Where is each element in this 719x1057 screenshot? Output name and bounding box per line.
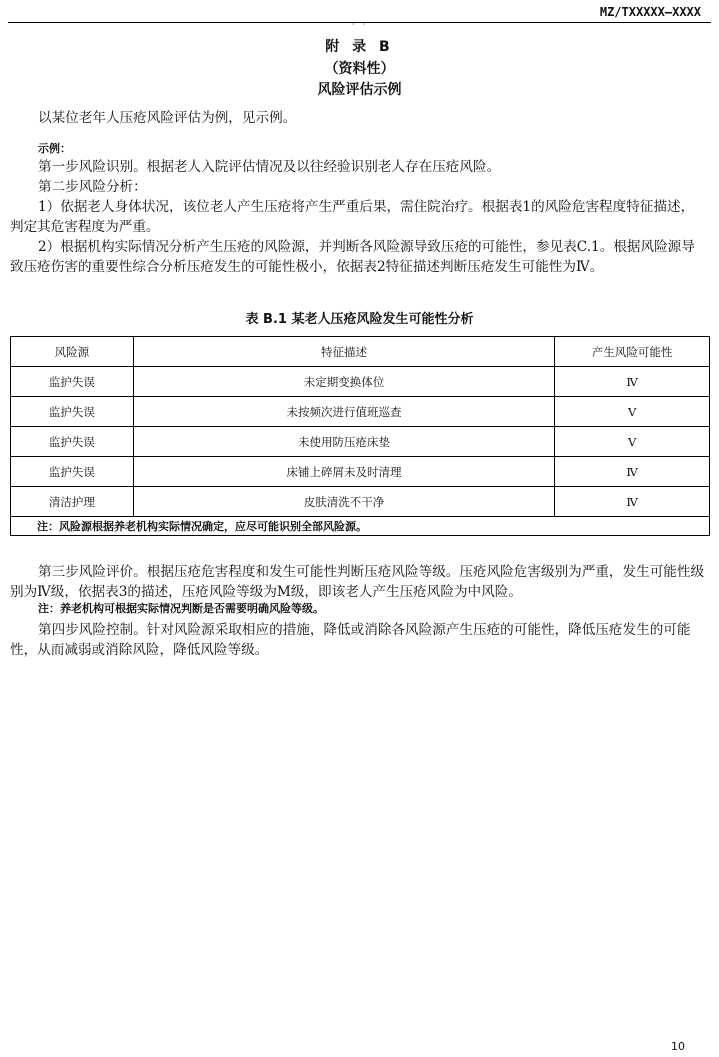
header-description: 特征描述	[133, 337, 554, 367]
example-label: 示例：	[38, 142, 71, 155]
risk-source-cell: 监护失误	[11, 367, 134, 397]
likelihood-cell: Ⅴ	[555, 397, 710, 427]
table-row	[11, 487, 710, 517]
document-code: MZ/TXXXXX—XXXX	[599, 5, 701, 19]
likelihood-cell: Ⅳ	[555, 367, 710, 397]
likelihood-cell: Ⅳ	[555, 487, 710, 517]
description-cell: 未按频次进行值班巡查	[133, 397, 554, 427]
description-cell: 床铺上碎屑未及时清理	[133, 457, 554, 487]
step2-paragraph: 第二步风险分析：	[38, 179, 147, 195]
likelihood-cell: Ⅴ	[555, 427, 710, 457]
step4-paragraph: 第四步风险控制。针对风险源采取相应的措施，降低或消除各风险源产生压疮的可能性，降低压疮发生的可能性，从而减弱或消除风险，降低风险等级。	[10, 622, 691, 658]
description-cell: 皮肤清洗不干净	[133, 487, 554, 517]
risk-likelihood-table	[10, 336, 710, 536]
header-likelihood: 产生风险可能性	[555, 337, 710, 367]
risk-source-cell: 监护失误	[11, 457, 134, 487]
step3-paragraph: 第三步风险评价。根据压疮危害程度和发生可能性判断压疮风险等级。压疮风险危害级别为严重，发生可能性级别为Ⅳ级，依据表3的描述，压疮风险等级为M级，即该老人产生压疮风险为中风险。	[10, 564, 705, 600]
table-row	[11, 397, 710, 427]
step1-paragraph: 第一步风险识别。根据老人入院评估情况及以往经验识别老人存在压疮风险。	[38, 159, 501, 175]
risk-source-cell: 清洁护理	[11, 487, 134, 517]
intro-paragraph: 以某位老年人压疮风险评估为例，见示例。	[38, 110, 297, 126]
step2-item1-paragraph: 1）依据老人身体状况，该位老人产生压疮将产生严重后果，需住院治疗。根据表1的风险危害程度特征描述，判定其危害程度为严重。	[10, 199, 695, 235]
appendix-label: 附 录 B	[325, 39, 394, 55]
header-risk-source: 风险源	[11, 337, 134, 367]
table-row	[11, 457, 710, 487]
risk-source-cell: 监护失误	[11, 397, 134, 427]
decorative-dots: ··	[352, 20, 374, 29]
table-row	[11, 367, 710, 397]
table-note-row	[11, 517, 710, 536]
description-cell: 未定期变换体位	[133, 367, 554, 397]
table-header-row	[11, 337, 710, 367]
step3-note: 注：养老机构可根据实际情况判断是否需要明确风险等级。	[38, 602, 324, 615]
table-note: 注：风险源根据养老机构实际情况确定，应尽可能识别全部风险源。	[11, 517, 710, 536]
risk-source-cell: 监护失误	[11, 427, 134, 457]
description-cell: 未使用防压疮床垫	[133, 427, 554, 457]
step2-item2-paragraph: 2）根据机构实际情况分析产生压疮的风险源，并判断各风险源导致压疮的可能性，参见表C.1。根据风险源导致压疮伤害的重要性综合分析压疮发生的可能性极小，依据表2特征描述判断压疮发生可能性为Ⅳ。	[10, 239, 695, 275]
likelihood-cell: Ⅳ	[555, 457, 710, 487]
appendix-nature: （资料性）	[324, 61, 395, 77]
table-caption: 表 B.1 某老人压疮风险发生可能性分析	[245, 312, 474, 327]
table-row	[11, 427, 710, 457]
appendix-title: 风险评估示例	[317, 82, 402, 98]
page-number: 10	[671, 1040, 685, 1053]
